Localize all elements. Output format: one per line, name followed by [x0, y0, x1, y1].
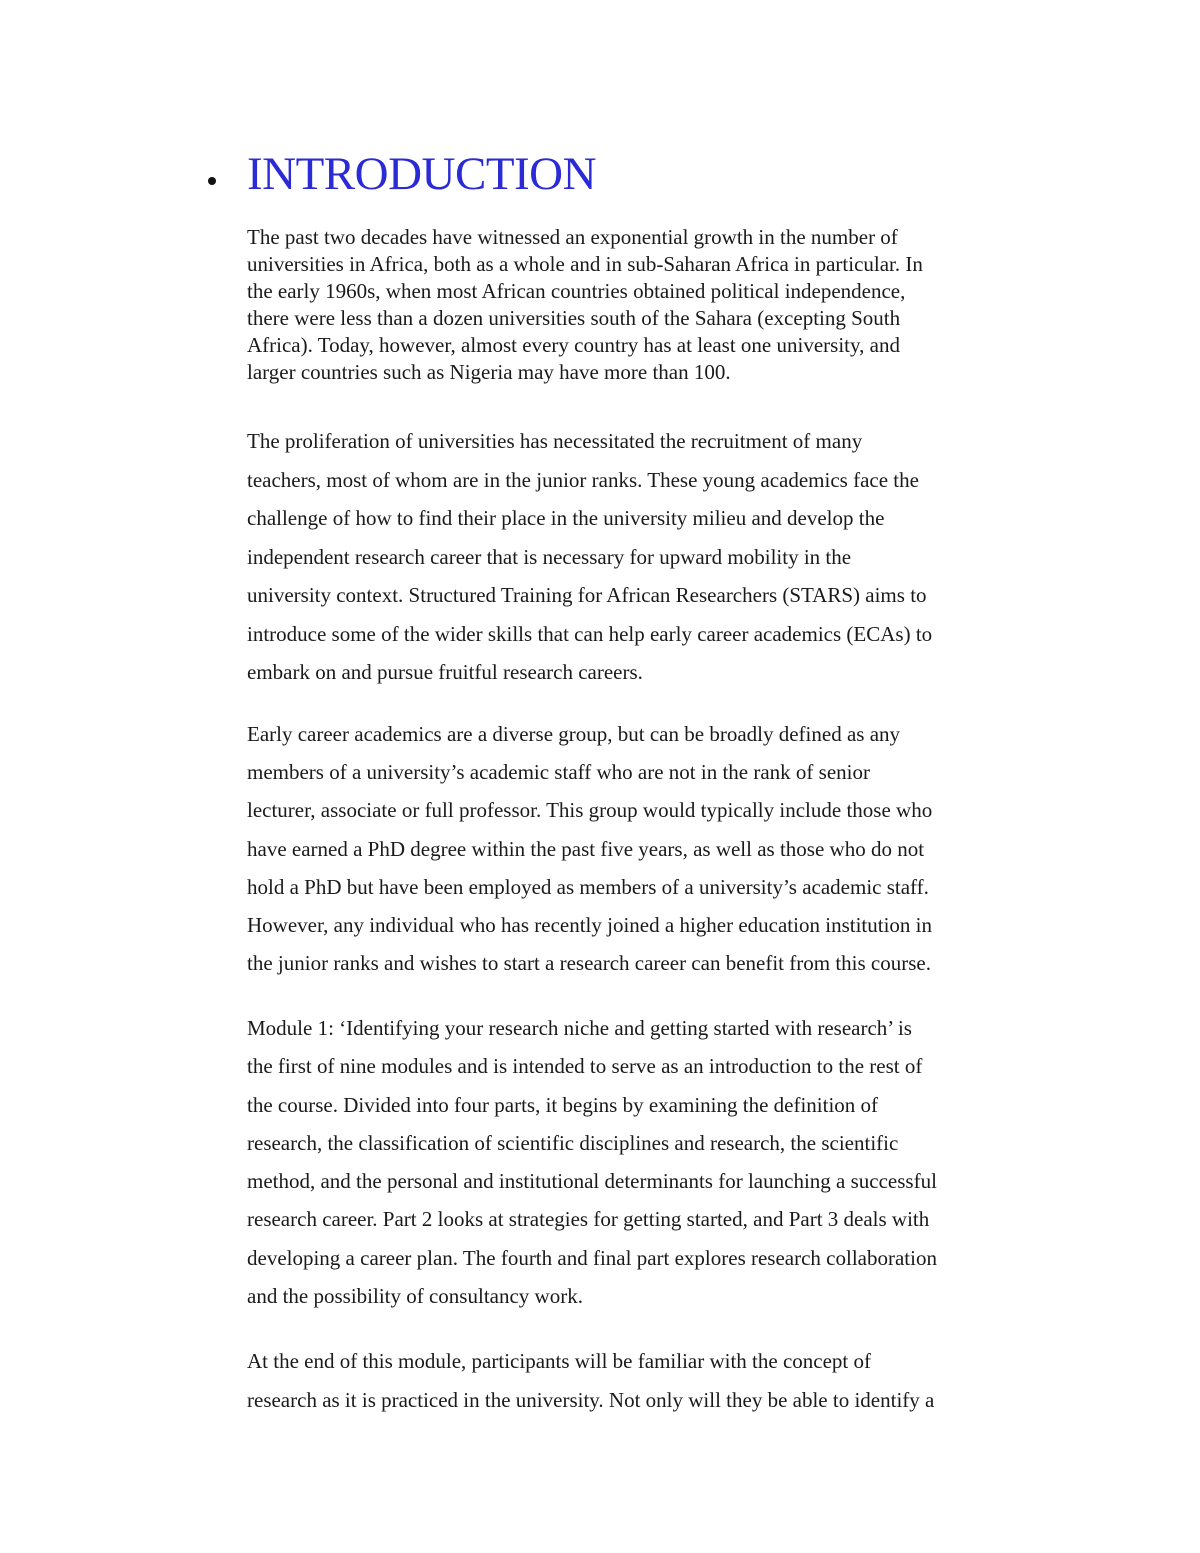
text-line: embark on and pursue fruitful research careers. — [247, 660, 643, 684]
text-line: research as it is practiced in the university. Not only will they be able to identify a — [247, 1387, 935, 1412]
text-line: members of a university’s academic staff who are not in the rank of senior — [247, 760, 870, 785]
paragraph-5 — [247, 1342, 1047, 1419]
text-line: hold a PhD but have been employed as members of a university’s academic staff. — [247, 874, 929, 899]
text-line: method, and the personal and institutional determinants for launching a successful — [247, 1169, 937, 1194]
text-line: The past two decades have witnessed an exponential growth in the number of — [247, 225, 898, 249]
text-line: have earned a PhD degree within the past five years, as well as those who do not — [247, 836, 925, 861]
heading-row — [208, 142, 596, 206]
text-line: Early career academics are a diverse group, but can be broadly defined as any — [247, 722, 901, 746]
text-line: The proliferation of universities has necessitated the recruitment of many — [247, 429, 863, 453]
text-line: Africa). Today, however, almost every country has at least one university, and — [247, 333, 900, 357]
text-line: the early 1960s, when most African countries obtained political independence, — [247, 279, 906, 303]
paragraph-1 — [247, 224, 1047, 386]
text-line: research career. Part 2 looks at strategies for getting started, and Part 3 deals with — [247, 1207, 930, 1232]
text-line: the first of nine modules and is intended to serve as an introduction to the rest of — [247, 1054, 923, 1079]
bullet-icon — [208, 177, 216, 185]
text-line: challenge of how to find their place in the university milieu and develop the — [247, 506, 885, 530]
text-line: there were less than a dozen universities south of the Sahara (excepting South — [247, 306, 901, 330]
text-line: and the possibility of consultancy work. — [247, 1284, 583, 1309]
text-line: independent research career that is necessary for upward mobility in the — [247, 544, 852, 569]
text-line: the junior ranks and wishes to start a research career can benefit from this course. — [247, 951, 931, 976]
text-line: However, any individual who has recently joined a higher education institution in — [247, 913, 932, 938]
paragraph-4 — [247, 1009, 1047, 1315]
text-line: Module 1: ‘Identifying your research niche and getting started with research’ is — [247, 1016, 912, 1040]
paragraph-3 — [247, 715, 1047, 982]
text-line: the course. Divided into four parts, it begins by examining the definition of — [247, 1092, 879, 1117]
text-line: university context. Structured Training for African Researchers (STARS) aims to — [247, 583, 927, 607]
text-line: lecturer, associate or full professor. This group would typically include those who — [247, 798, 933, 823]
text-line: teachers, most of whom are in the junior ranks. These young academics face the — [247, 467, 919, 492]
page-title: INTRODUCTION — [247, 148, 597, 200]
text-line: At the end of this module, participants will be familiar with the concept of — [247, 1349, 872, 1373]
text-line: research, the classification of scientific disciplines and research, the scientific — [247, 1130, 899, 1155]
text-line: developing a career plan. The fourth and final part explores research collaboration — [247, 1245, 937, 1270]
paragraph-2 — [247, 422, 1047, 692]
text-line: introduce some of the wider skills that can help early career academics (ECAs) to — [247, 621, 933, 646]
text-line: universities in Africa, both as a whole and in sub-Saharan Africa in particular. In — [247, 252, 923, 276]
text-line: larger countries such as Nigeria may have more than 100. — [247, 360, 731, 384]
